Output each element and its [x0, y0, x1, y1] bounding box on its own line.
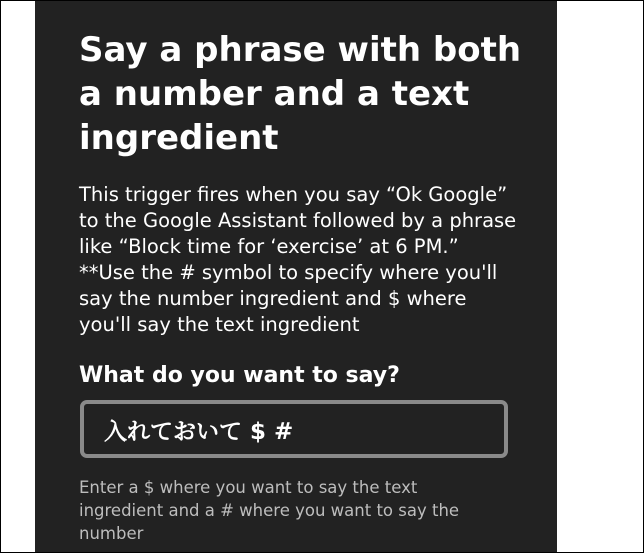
phrase-input-value: 入れておいて $ #	[104, 418, 294, 445]
phrase-field-label: What do you want to say?	[79, 363, 400, 388]
trigger-panel	[35, 0, 557, 553]
phrase-input[interactable]	[80, 400, 508, 458]
phrase-field-help: Enter a $ where you want to say the text ingredient and a # where you want to say the number	[79, 478, 460, 543]
trigger-description: This trigger fires when you say “Ok Google” to the Google Assistant followed by a phrase like “Block time for ‘exercise’ at 6 PM.” **Use the # symbol to specify where you'll say the number ingredient and $ where you'll say the text ingredient	[79, 183, 517, 336]
trigger-title: Say a phrase with both a number and a text ingredient	[79, 30, 522, 158]
